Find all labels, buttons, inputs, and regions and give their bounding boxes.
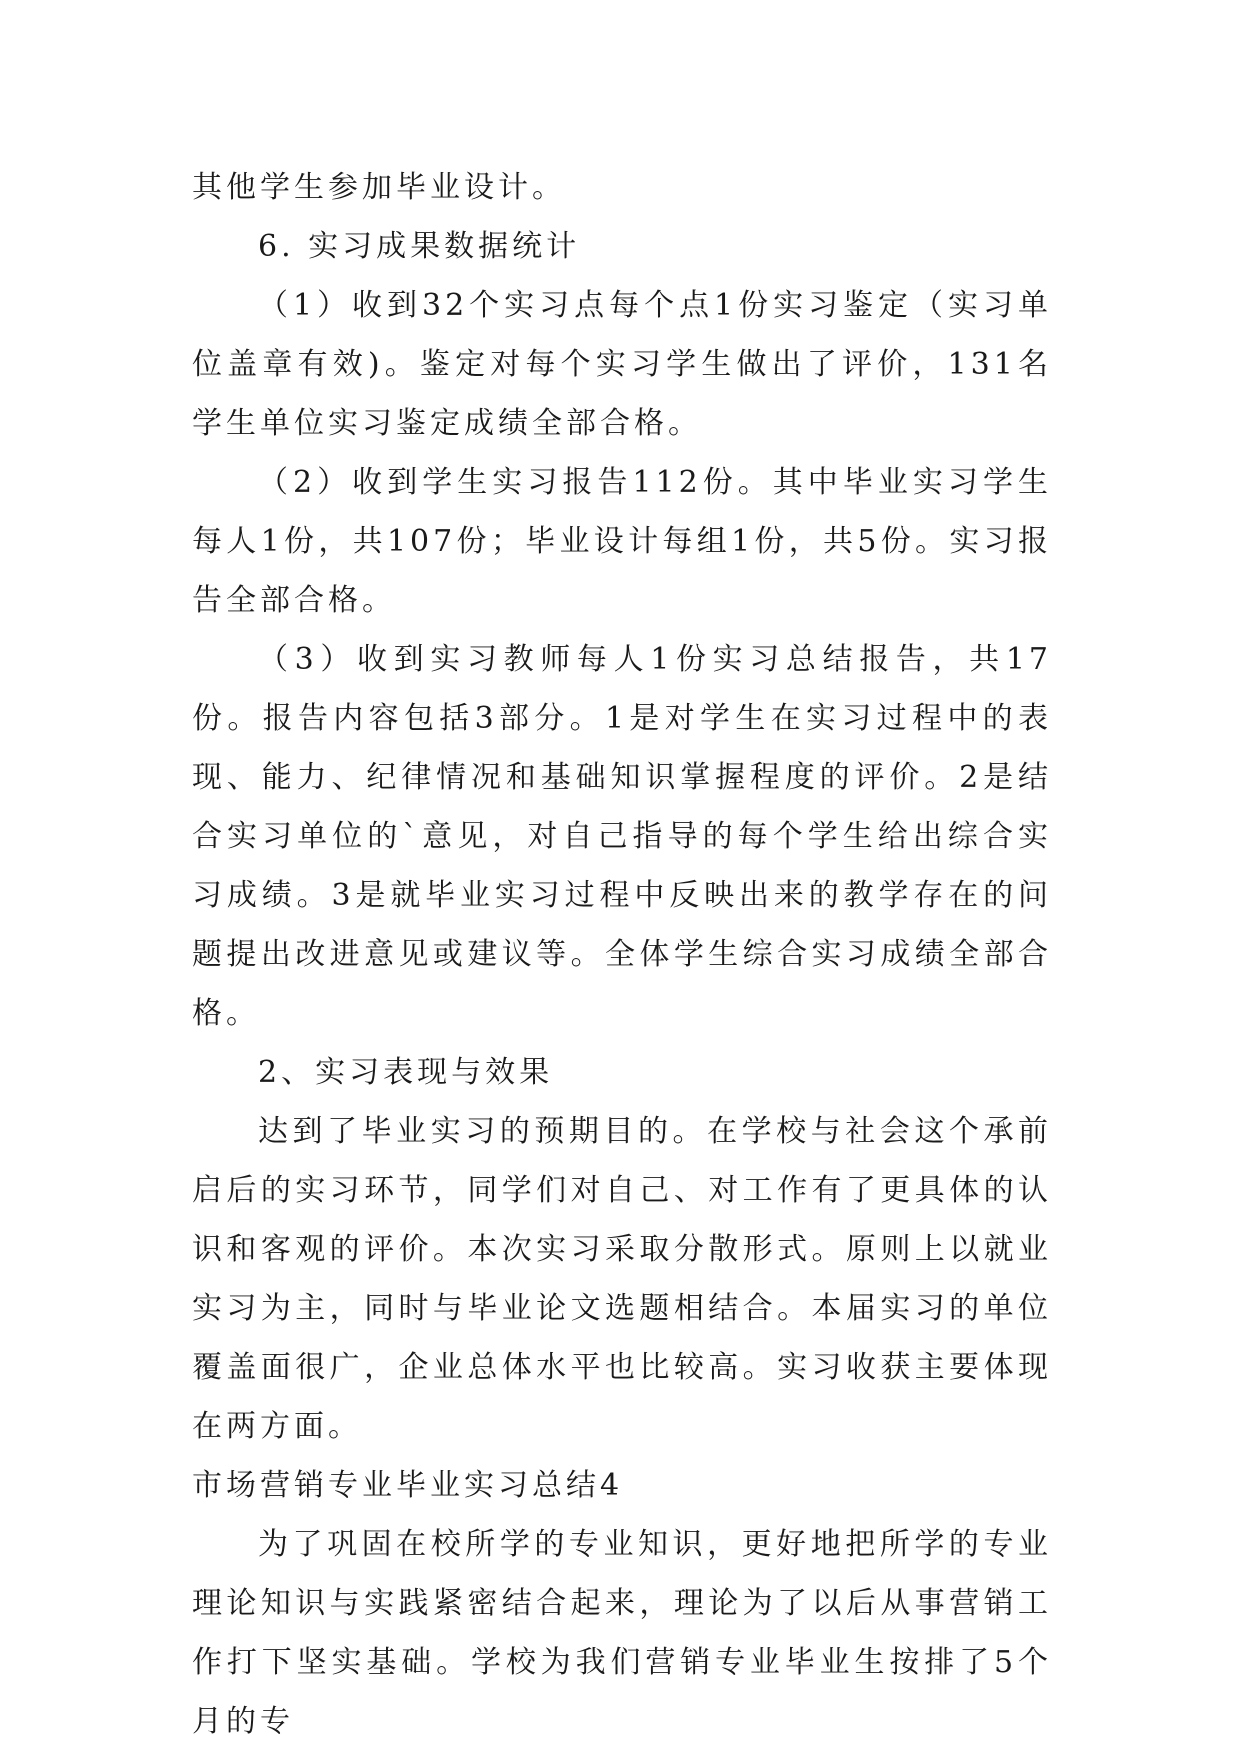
- paragraph-item-3: （3）收到实习教师每人1份实习总结报告，共17份。报告内容包括3部分。1是对学生在实习过程中的表现、能力、纪律情况和基础知识掌握程度的评价。2是结合实习单位的`意见，对自己指导的每个学生给出综合实习成绩。3是就毕业实习过程中反映出来的教学存在的问题提出改进意见或建议等。全体学生综合实习成绩全部合格。: [192, 642, 1052, 1031]
- paragraph-continuation: 其他学生参加毕业设计。: [192, 170, 566, 205]
- document-title-summary-4: 市场营销专业毕业实习总结4: [192, 1468, 624, 1503]
- section-heading-results-statistics: 6. 实习成果数据统计: [258, 229, 581, 264]
- document-body: [192, 158, 1052, 1751]
- paragraph-item-2: （2）收到学生实习报告112份。其中毕业实习学生每人1份，共107份；毕业设计每组1份，共5份。实习报告全部合格。: [192, 465, 1052, 618]
- paragraph-intro: 为了巩固在校所学的专业知识，更好地把所学的专业理论知识与实践紧密结合起来，理论为了以后从事营销工作打下坚实基础。学校为我们营销专业毕业生按排了5个月的专: [192, 1527, 1052, 1739]
- paragraph-item-1: （1）收到32个实习点每个点1份实习鉴定（实习单位盖章有效)。鉴定对每个实习学生做出了评价，131名学生单位实习鉴定成绩全部合格。: [192, 288, 1052, 441]
- paragraph-performance: 达到了毕业实习的预期目的。在学校与社会这个承前启后的实习环节，同学们对自己、对工作有了更具体的认识和客观的评价。本次实习采取分散形式。原则上以就业实习为主，同时与毕业论文选题相结合。本届实习的单位覆盖面很广，企业总体水平也比较高。实习收获主要体现在两方面。: [192, 1114, 1052, 1444]
- section-heading-performance-effect: 2、实习表现与效果: [258, 1055, 554, 1090]
